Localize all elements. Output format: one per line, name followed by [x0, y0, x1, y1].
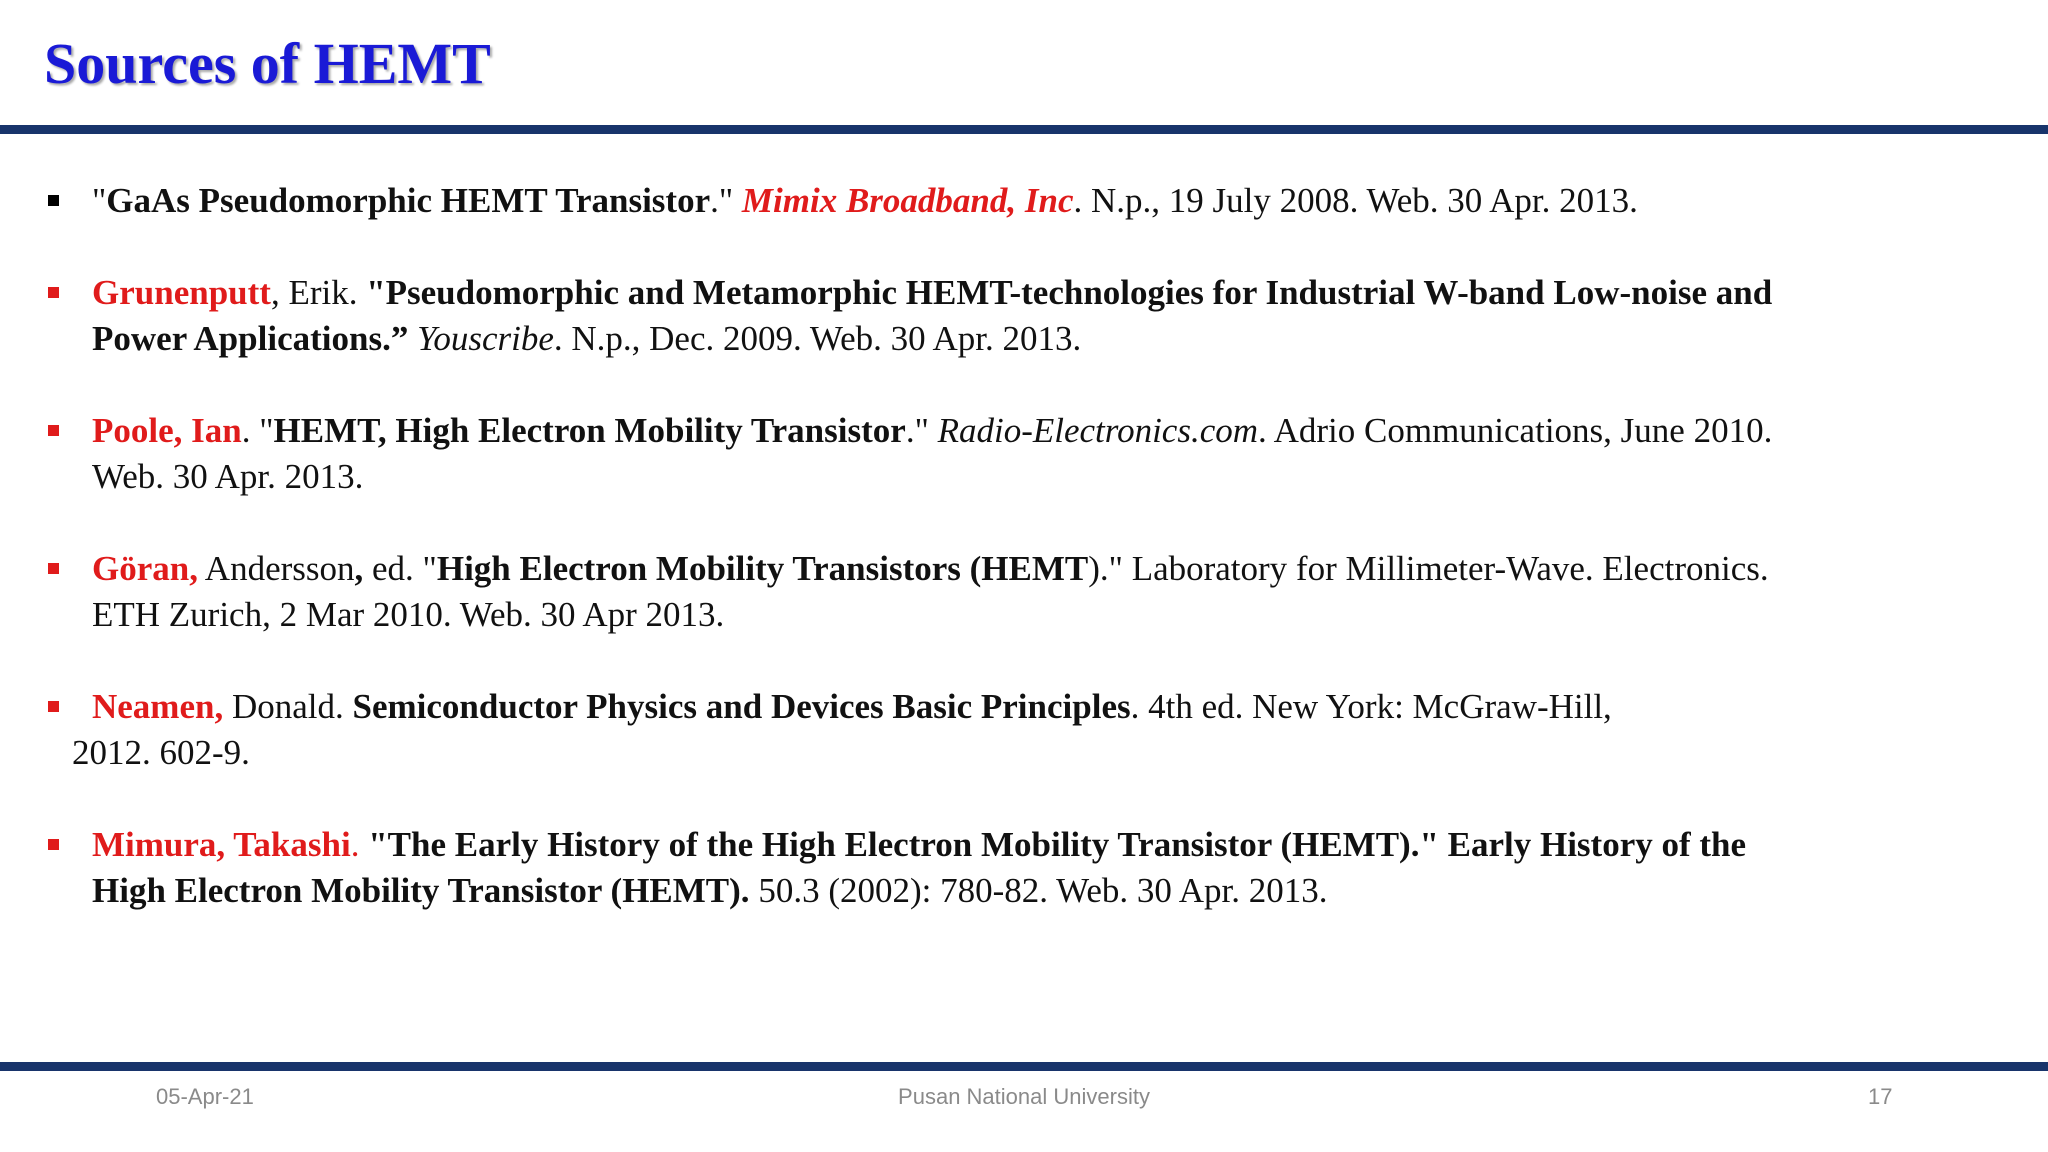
reference-details: . N.p., 19 July 2008. Web. 30 Apr. 2013. — [1073, 181, 1638, 220]
reference-title: GaAs Pseudomorphic HEMT Transistor — [106, 181, 711, 220]
quote-open: " — [92, 181, 107, 220]
reference-author: Grunenputt — [92, 273, 271, 312]
reference-details: 2012. 602-9. — [72, 733, 250, 772]
square-bullet-icon — [48, 839, 59, 850]
reference-line — [92, 684, 1972, 730]
reference-details: ETH Zurich, 2 Mar 2010. Web. 30 Apr 2013. — [92, 595, 725, 634]
slide-number: 17 — [1868, 1084, 1893, 1109]
reference-item — [72, 684, 1972, 776]
square-bullet-icon — [48, 425, 59, 436]
reference-source: Radio-Electronics.com — [937, 411, 1259, 450]
square-bullet-icon — [48, 701, 59, 712]
reference-line — [92, 454, 1972, 500]
slide-title: Sources of HEMT — [44, 31, 491, 96]
reference-title-continued: High Electron Mobility Transistor (HEMT). — [92, 871, 750, 910]
reference-title: Semiconductor Physics and Devices Basic Principles — [352, 687, 1131, 726]
reference-details: . Adrio Communications, June 2010. — [1258, 411, 1773, 450]
reference-line — [92, 178, 1972, 224]
author-first-name: Donald. — [223, 687, 353, 726]
reference-line — [92, 868, 1972, 914]
separator: . " — [241, 411, 274, 450]
reference-details: . 4th ed. New York: McGraw-Hill, — [1130, 687, 1612, 726]
reference-source: Mimix Broadband, Inc — [741, 181, 1074, 220]
reference-title: "Pseudomorphic and Metamorphic HEMT-technologies for Industrial W-band Low-noise and — [366, 273, 1773, 312]
reference-title-continued: Power Applications.” — [92, 319, 418, 358]
reference-details: )." Laboratory for Millimeter-Wave. Electronics. — [1088, 549, 1769, 588]
reference-line — [72, 730, 1972, 776]
reference-details: . N.p., Dec. 2009. Web. 30 Apr. 2013. — [553, 319, 1082, 358]
square-bullet-icon — [48, 287, 59, 298]
reference-source: Youscribe — [417, 319, 554, 358]
reference-author: Neamen, — [92, 687, 224, 726]
author-name: Andersson — [197, 549, 355, 588]
reference-item — [92, 822, 1972, 914]
reference-item — [92, 408, 1972, 500]
footer-institution: Pusan National University — [898, 1084, 1150, 1109]
bottom-divider — [0, 1062, 2048, 1071]
square-bullet-icon — [48, 195, 59, 206]
reference-title: HEMT, High Electron Mobility Transistor — [273, 411, 906, 450]
square-bullet-icon — [48, 563, 59, 574]
separator: . — [350, 825, 369, 864]
reference-item — [92, 178, 1972, 224]
reference-details: Web. 30 Apr. 2013. — [92, 457, 364, 496]
author-first-name: , Erik. — [270, 273, 367, 312]
reference-line — [92, 546, 1972, 592]
reference-author: Göran, — [92, 549, 198, 588]
footer-date: 05-Apr-21 — [156, 1084, 254, 1109]
separator: , — [354, 549, 364, 588]
reference-line — [92, 822, 1972, 868]
reference-title: "The Early History of the High Electron Mobility Transistor (HEMT)." Early History of the — [368, 825, 1747, 864]
reference-line — [92, 270, 1972, 316]
reference-item — [92, 270, 1972, 362]
editor-note: ed. " — [363, 549, 437, 588]
reference-author: Mimura, Takashi — [92, 825, 351, 864]
reference-line — [92, 316, 1972, 362]
reference-line — [92, 408, 1972, 454]
quote-close: ." — [710, 181, 742, 220]
reference-line — [92, 592, 1972, 638]
reference-item — [92, 546, 1972, 638]
reference-details: 50.3 (2002): 780-82. Web. 30 Apr. 2013. — [749, 871, 1328, 910]
reference-title: High Electron Mobility Transistors (HEMT — [436, 549, 1089, 588]
reference-author: Poole, Ian — [92, 411, 242, 450]
quote-close: ." — [905, 411, 938, 450]
